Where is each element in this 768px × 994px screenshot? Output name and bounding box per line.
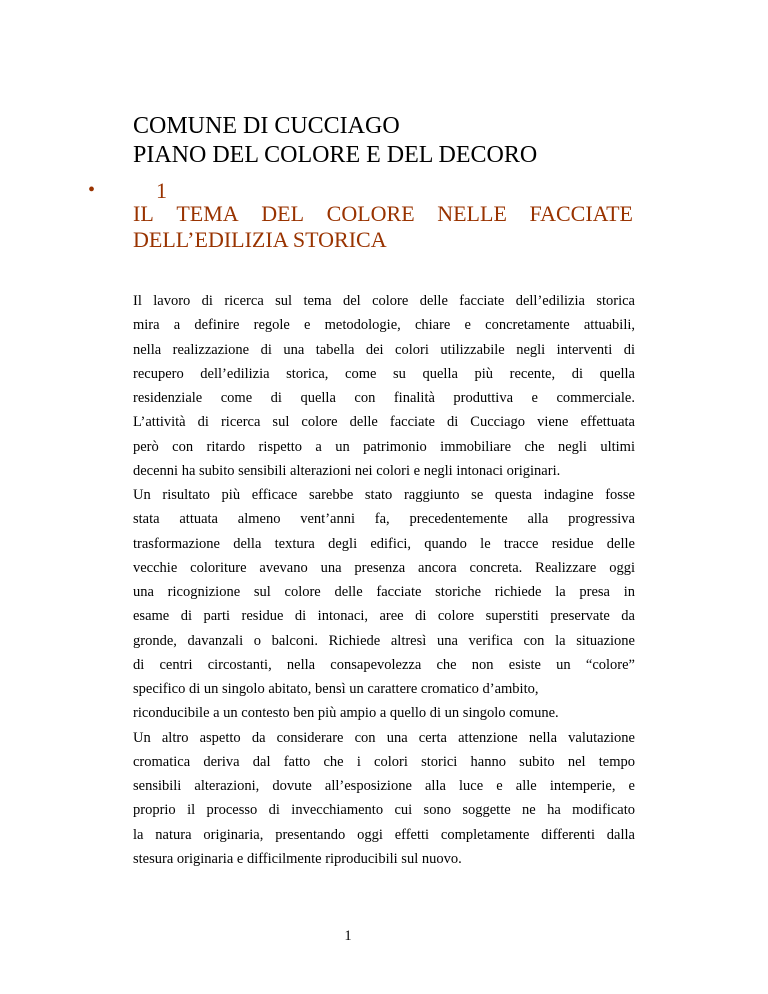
body-line: una ricognizione sul colore delle facciate storiche richiede la presa in (133, 584, 635, 600)
body-line: nella realizzazione di una tabella dei colori utilizzabile negli interventi di (133, 341, 635, 358)
title-line-2: PIANO DEL COLORE E DEL DECORO (133, 142, 538, 168)
section-heading (133, 201, 633, 253)
body-line: specifico di un singolo abitato, bensì un carattere cromatico d’ambito, (133, 681, 539, 697)
body-line: gronde, davanzali o balconi. Richiede altresì una verifica con la situazione (133, 632, 635, 649)
body-line: L’attività di ricerca sul colore delle facciate di Cucciago viene effettuata (133, 414, 635, 431)
bullet-icon: • (88, 179, 96, 201)
body-line: trasformazione della textura degli edifici, quando le tracce residue delle (133, 535, 635, 552)
body-line: proprio il processo di invecchiamento cui sono soggette ne ha modificato (133, 802, 635, 819)
body-line: vecchie coloriture avevano una presenza ancora concreta. Realizzare oggi (133, 559, 635, 576)
heading-word: FACCIATE (529, 201, 633, 226)
body-line: recupero dell’edilizia storica, come su quella più recente, di quella (133, 365, 635, 382)
heading-word: NELLE (437, 201, 507, 226)
body-line: stesura originaria e difficilmente riproducibili sul nuovo. (133, 850, 462, 867)
heading-word: COLORE (326, 201, 415, 226)
body-line: Un risultato più efficace sarebbe stato raggiunto se questa indagine fosse (133, 487, 635, 503)
body-paragraph (133, 289, 635, 871)
body-line: decenni ha subito sensibili alterazioni nei colori e negli intonaci originari. (133, 462, 561, 479)
body-line: residenziale come di quella con finalità produttiva e commerciale. (133, 390, 635, 406)
body-line: la natura originaria, presentando oggi effetti completamente differenti dalla (133, 826, 635, 843)
heading-word: DEL (261, 201, 305, 226)
body-line: esame di parti residue di intonaci, aree di colore superstiti preservate da (133, 608, 635, 625)
section-heading-line-1 (133, 201, 633, 227)
body-line: Un altro aspetto da considerare con una certa attenzione nella valutazione (133, 729, 635, 746)
body-line: riconducibile a un contesto ben più ampio a quello di un singolo comune. (133, 705, 559, 722)
heading-word: TEMA (176, 201, 239, 226)
section-heading-line-2: DELL’EDILIZIA STORICA (133, 227, 387, 252)
body-line: di centri circostanti, nella consapevolezza che non esiste un “colore” (133, 656, 635, 673)
document-title (133, 112, 537, 170)
heading-word: IL (133, 201, 154, 226)
body-line: Il lavoro di ricerca sul tema del colore delle facciate dell’edilizia storica (133, 293, 635, 309)
body-line: cromatica deriva dal fatto che i colori storici hanno subito nel tempo (133, 753, 635, 770)
body-line: però con ritardo rispetto a un patrimonio immobiliare che negli ultimi (133, 438, 635, 455)
section-number: 1 (156, 178, 167, 203)
body-line: sensibili alterazioni, dovute all’esposizione alla luce e alle intemperie, e (133, 778, 635, 794)
body-line: stata attuata almeno vent’anni fa, precedentemente alla progressiva (133, 511, 635, 528)
body-line: mira a definire regole e metodologie, chiare e concretamente attuabili, (133, 317, 635, 334)
title-line-1: COMUNE DI CUCCIAGO (133, 113, 400, 139)
page-number: 1 (344, 928, 352, 944)
